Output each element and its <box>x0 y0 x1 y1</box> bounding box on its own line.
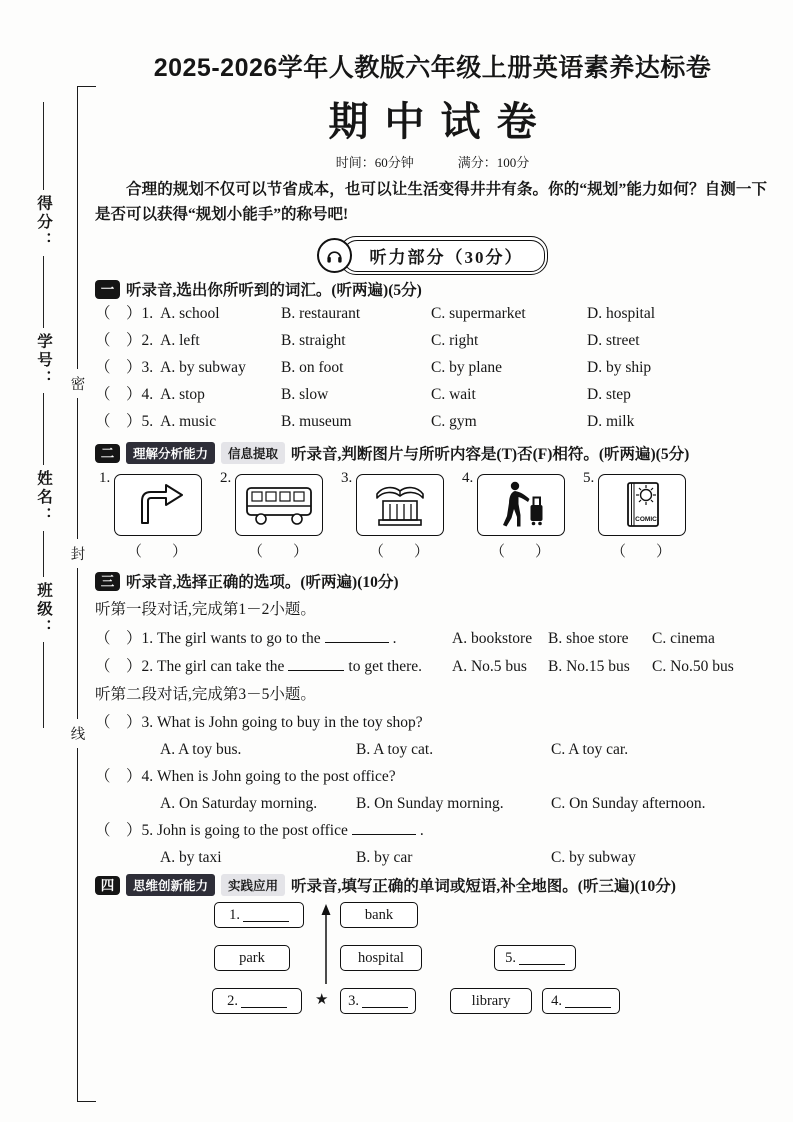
map-box-park: park <box>214 945 290 971</box>
option-b: B. by car <box>356 849 413 866</box>
section-3-header <box>95 570 770 592</box>
score-blank-line <box>43 102 44 190</box>
section-1-instruction: 听录音,选出你所听到的词汇。(听两遍)(5分) <box>126 282 422 299</box>
seal-line <box>70 86 86 1102</box>
tf-answer-blank: （ ） <box>610 544 671 560</box>
q2-option-b: B. straight <box>281 332 346 349</box>
q2-option-a: （ ）2. A. left <box>95 332 200 349</box>
student-no-blank-line <box>43 256 44 328</box>
seal-char-mi: 密 <box>68 369 88 398</box>
bus-icon <box>235 474 323 536</box>
listening-question-2 <box>95 656 770 678</box>
q4-option-a: （ ）4. A. stop <box>95 386 205 403</box>
option-a: A. by taxi <box>160 849 222 866</box>
q3-option-c: C. by plane <box>431 359 503 376</box>
q2-option-c: C. right <box>431 332 479 349</box>
map-blank-3: 3. <box>340 988 416 1014</box>
tf-answer-blank: （ ） <box>368 544 429 560</box>
library-building-icon <box>356 474 444 536</box>
class-blank-line-2 <box>43 642 44 728</box>
map-blank-1: 1. <box>214 902 304 928</box>
time-label: 时间：60分钟 <box>335 155 414 170</box>
answer-blank <box>565 994 611 1008</box>
listening-question-1 <box>95 628 770 650</box>
skill-badge: 实践应用 <box>221 874 285 896</box>
question-5-options <box>160 847 770 869</box>
option-a: A. No.5 bus <box>452 658 527 675</box>
picture-row <box>99 468 704 564</box>
q1-option-c: C. supermarket <box>431 305 526 322</box>
section-2-marker: 二 <box>95 444 120 463</box>
option-c: C. On Sunday afternoon. <box>551 795 706 812</box>
option-b: B. A toy cat. <box>356 741 434 758</box>
option-a: A. On Saturday morning. <box>160 795 318 812</box>
map-box-hospital: hospital <box>340 945 422 971</box>
exam-subtitle: 期中试卷 <box>328 99 553 144</box>
option-b: B. On Sunday morning. <box>356 795 504 812</box>
seal-char-feng: 封 <box>68 539 88 568</box>
picture-number: 1. <box>99 470 111 486</box>
traveler-suitcase-icon <box>477 474 565 536</box>
full-score-label: 满分：100分 <box>457 155 530 170</box>
question-3-options <box>160 739 770 761</box>
q3-option-d: D. by ship <box>587 359 652 376</box>
q1-option-b: B. restaurant <box>281 305 361 322</box>
map-blank-5: 5. <box>494 945 576 971</box>
section-2-instruction: 听录音,判断图片与所听内容是(T)否(F)相符。(听两遍)(5分) <box>291 446 690 463</box>
map-blank-4: 4. <box>542 988 620 1014</box>
option-b: B. shoe store <box>548 630 629 647</box>
q1-option-d: D. hospital <box>587 305 656 322</box>
option-c: C. by subway <box>551 849 636 866</box>
section-1-header <box>95 278 770 300</box>
option-b: B. No.15 bus <box>548 658 630 675</box>
tf-answer-blank: （ ） <box>247 544 308 560</box>
up-arrow-icon <box>318 904 334 986</box>
dialogue-2-label: 听第二段对话,完成第3－5小题。 <box>95 686 316 703</box>
option-c: C. A toy car. <box>551 741 629 758</box>
picture-item-3 <box>341 468 462 564</box>
map-box-library: library <box>450 988 532 1014</box>
ability-badge: 理解分析能力 <box>126 442 215 464</box>
tf-answer-blank: （ ） <box>126 544 187 560</box>
picture-item-2 <box>220 468 341 564</box>
class-blank-line <box>43 531 44 577</box>
student-no-field-label: 学号： <box>35 332 52 388</box>
tf-answer-blank: （ ） <box>489 544 550 560</box>
section-2-header <box>95 442 770 464</box>
q5-option-c: C. gym <box>431 413 477 430</box>
q4-option-d: D. step <box>587 386 631 403</box>
section-1-marker: 一 <box>95 280 120 299</box>
answer-blank <box>362 994 408 1008</box>
exam-meta <box>95 152 770 171</box>
skill-badge: 信息提取 <box>221 442 285 464</box>
map-blank-2: 2. <box>212 988 302 1014</box>
seal-char-xian: 线 <box>68 719 88 748</box>
section-3-instruction: 听录音,选择正确的选项。(听两遍)(10分) <box>126 574 399 591</box>
picture-number: 3. <box>341 470 353 486</box>
vocab-choice-grid <box>95 303 770 432</box>
intro-paragraph: 合理的规划不仅可以节省成本，也可以让生活变得井井有条。你的“规划”能力如何？自测一下是否可以获得“规划小能手”的称号吧! <box>95 181 767 223</box>
picture-item-1 <box>99 468 220 564</box>
option-a: A. A toy bus. <box>160 741 242 758</box>
answer-blank <box>243 908 289 922</box>
name-field-label: 姓名： <box>35 470 52 526</box>
picture-item-4 <box>462 468 583 564</box>
dialogue-1-label: 听第一段对话,完成第1－2小题。 <box>95 601 316 618</box>
option-c: C. cinema <box>652 630 715 647</box>
listening-question-3: （ ）3. What is John going to buy in the toy shop? <box>95 714 423 731</box>
q1-option-a: （ ）1. A. school <box>95 305 220 322</box>
listening-part-title: 听力部分（30分） <box>343 240 545 272</box>
section-4-header <box>95 874 770 896</box>
q4-option-b: B. slow <box>281 386 329 403</box>
picture-number: 4. <box>462 470 474 486</box>
option-c: C. No.50 bus <box>652 658 734 675</box>
q5-option-d: D. milk <box>587 413 635 430</box>
question-text: （ ）1. The girl wants to go to the . <box>95 630 397 647</box>
section-4-marker: 四 <box>95 876 120 895</box>
section-3-marker: 三 <box>95 572 120 591</box>
answer-blank <box>288 656 344 671</box>
listening-part-badge <box>339 236 548 275</box>
q4-option-c: C. wait <box>431 386 476 403</box>
headphone-icon <box>317 238 352 273</box>
svg-text:COMIC: COMIC <box>635 516 657 523</box>
question-text: （ ）2. The girl can take the to get there. <box>95 658 422 675</box>
name-blank-line <box>43 393 44 465</box>
map-box-bank: bank <box>340 902 418 928</box>
section-4-instruction: 听录音,填写正确的单词或短语,补全地图。(听三遍)(10分) <box>291 878 676 895</box>
listening-question-4: （ ）4. When is John going to the post office? <box>95 768 396 785</box>
margin-student-fields <box>26 102 60 728</box>
answer-blank <box>352 820 416 835</box>
comic-book-icon <box>598 474 686 536</box>
picture-number: 2. <box>220 470 232 486</box>
score-field-label: 得分： <box>35 195 52 251</box>
picture-item-5 <box>583 468 704 564</box>
paper-title: 2025-2026学年人教版六年级上册英语素养达标卷 <box>153 54 712 82</box>
answer-blank <box>519 951 565 965</box>
answer-blank <box>325 628 389 643</box>
q3-option-b: B. on foot <box>281 359 344 376</box>
listening-question-5: （ ）5. John is going to the post office . <box>95 822 424 839</box>
question-4-options <box>160 793 770 815</box>
q5-option-b: B. museum <box>281 413 352 430</box>
answer-blank <box>241 994 287 1008</box>
q5-option-a: （ ）5. A. music <box>95 413 217 430</box>
listening-map <box>118 898 663 1023</box>
turn-right-arrow-icon <box>114 474 202 536</box>
star-marker: ★ <box>315 992 329 1008</box>
listening-part-header <box>95 236 770 275</box>
ability-badge: 思维创新能力 <box>126 874 215 896</box>
q2-option-d: D. street <box>587 332 640 349</box>
picture-number: 5. <box>583 470 595 486</box>
q3-option-a: （ ）3. A. by subway <box>95 359 246 376</box>
option-a: A. bookstore <box>452 630 533 647</box>
class-field-label: 班级： <box>35 581 52 637</box>
